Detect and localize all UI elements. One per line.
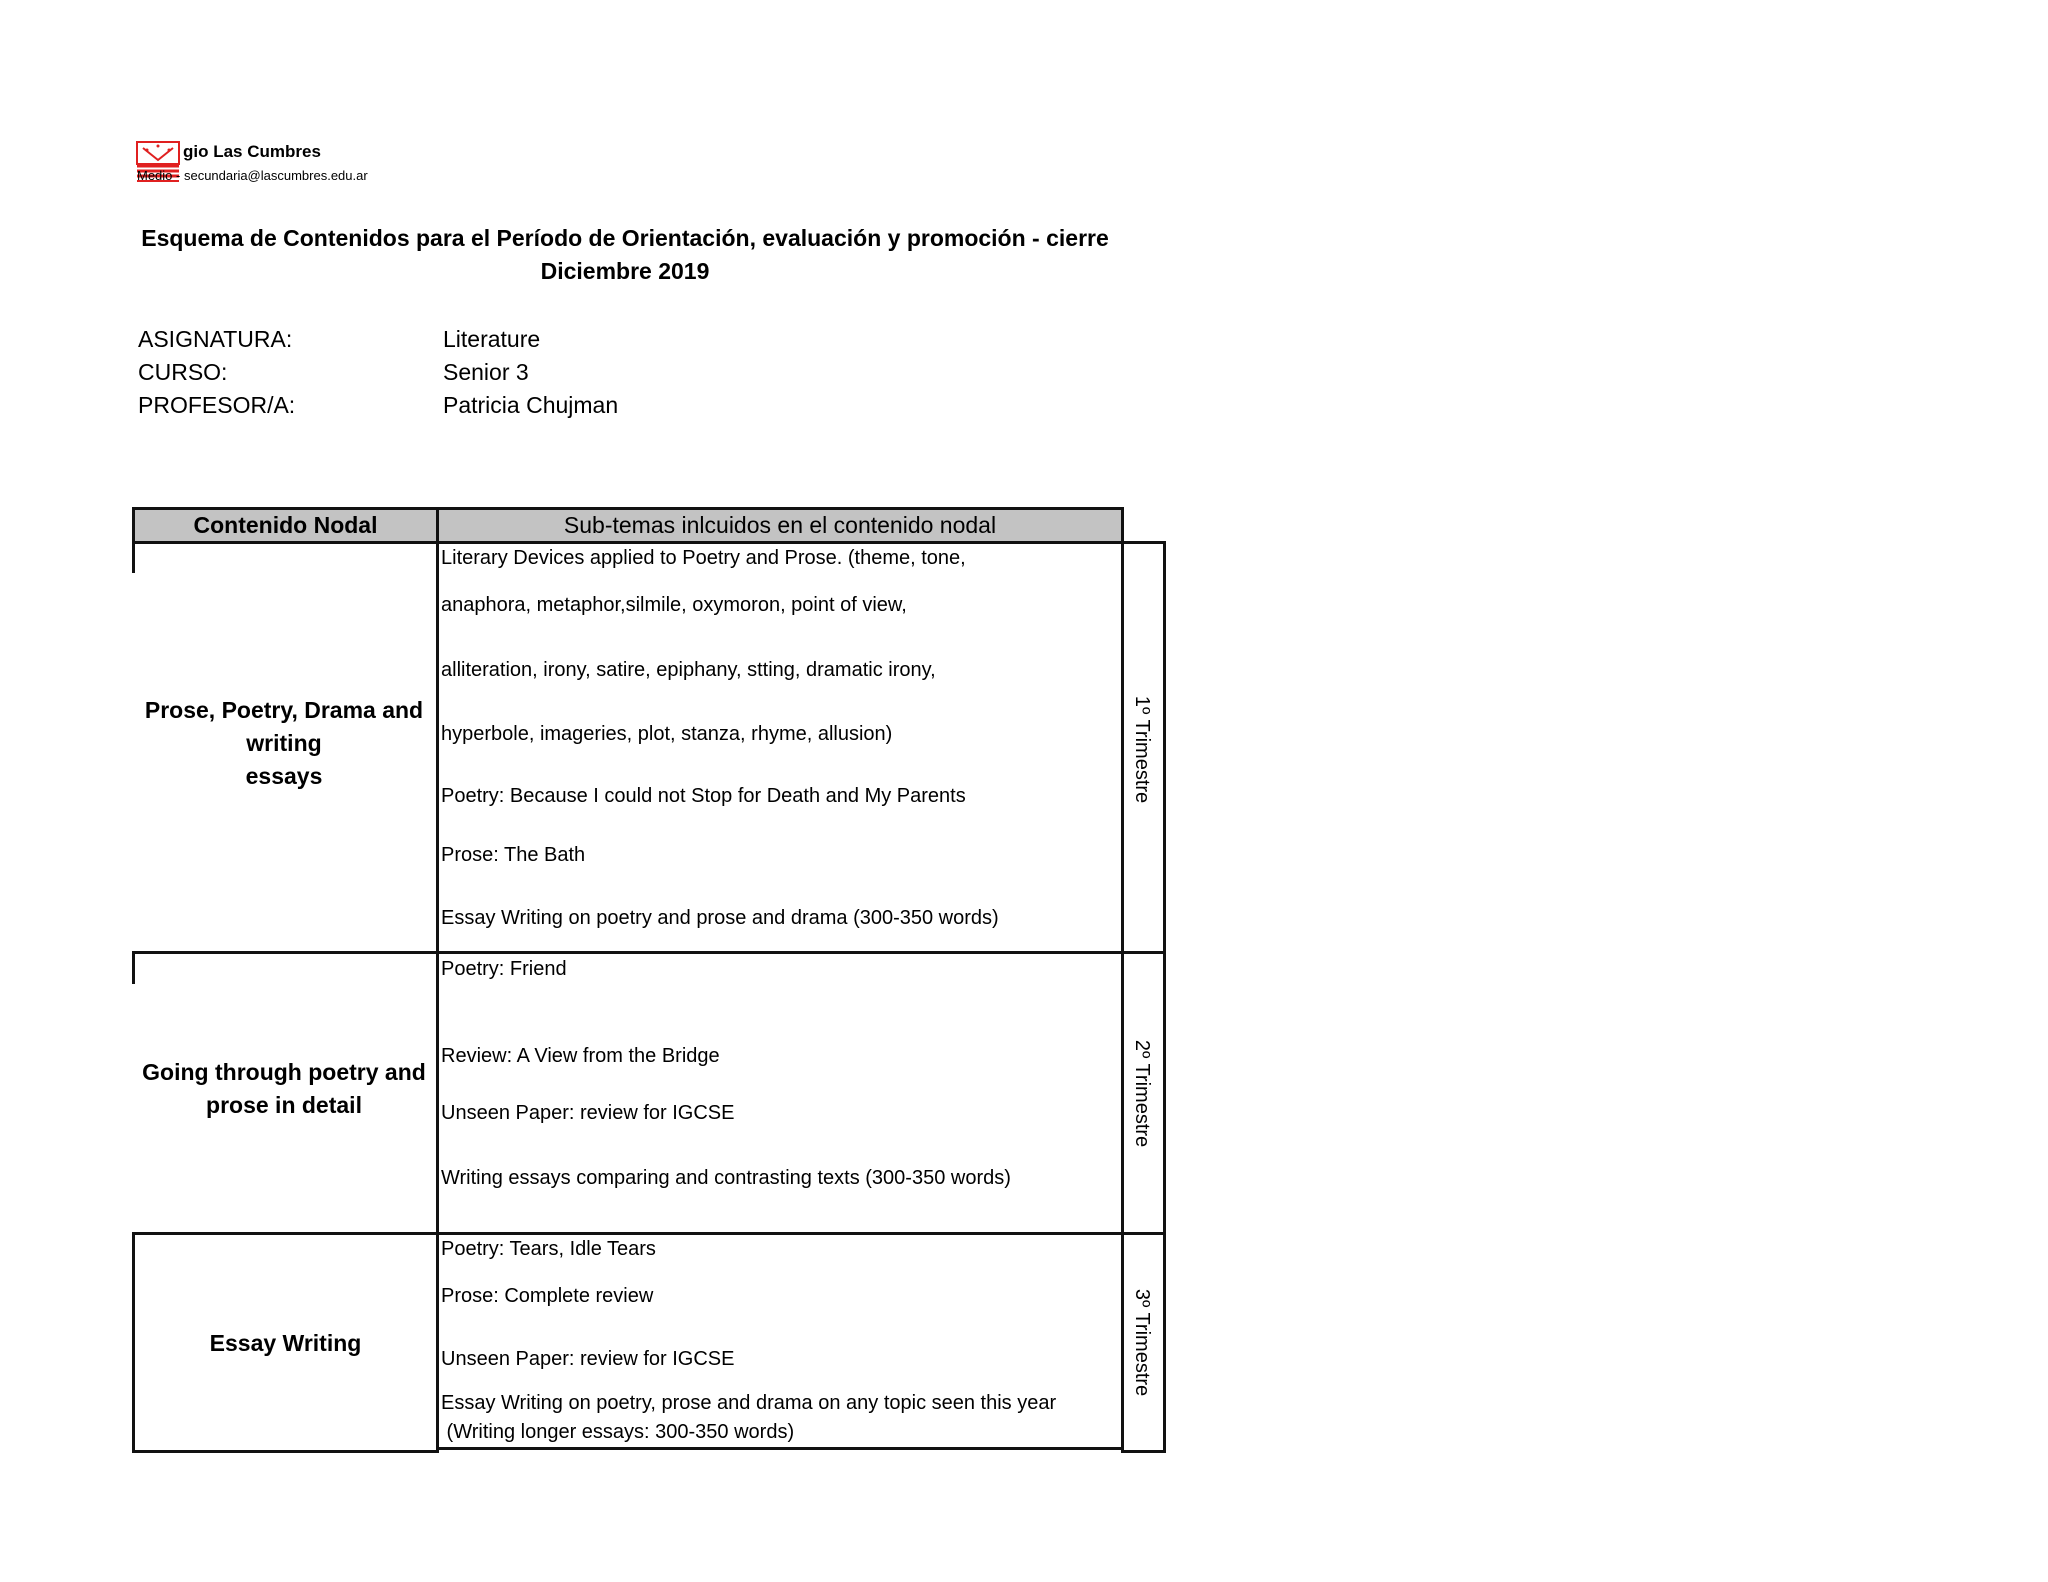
nodal-cell-2	[132, 954, 439, 1233]
nodal-text-3: Essay Writing	[209, 1330, 362, 1356]
subtopic-line: Writing essays comparing and contrasting texts (300-350 words)	[441, 1167, 1011, 1189]
trimestre-cell-3	[1121, 1235, 1166, 1453]
subtopic-line: Essay Writing on poetry, prose and drama on any topic seen this year	[441, 1392, 1057, 1414]
subtopics-cell-2	[436, 954, 1124, 1233]
subtopic-line: alliteration, irony, satire, epiphany, stting, dramatic irony,	[441, 659, 936, 681]
subtopic-line: Unseen Paper: review for IGCSE	[441, 1102, 735, 1124]
subtopic-line: Literary Devices applied to Poetry and Prose. (theme, tone,	[441, 547, 966, 569]
trimestre-label-3: 3º Trimestre	[1131, 1288, 1154, 1397]
trimestre-cell-2	[1121, 954, 1166, 1233]
subtopic-line: Prose: The Bath	[441, 844, 586, 866]
school-name: gio Las Cumbres	[183, 142, 321, 161]
nodal-text-1: Prose, Poetry, Drama and writing essays	[144, 697, 424, 789]
subtopic-line: Poetry: Friend	[441, 958, 567, 980]
header-sub-temas	[436, 507, 1124, 544]
profesor-value: Patricia Chujman	[443, 392, 619, 418]
curso-label: CURSO:	[138, 359, 228, 385]
nodal-cell-1	[132, 541, 439, 954]
subtopic-line: hyperbole, imageries, plot, stanza, rhyme, allusion)	[441, 723, 893, 745]
subtopic-line: anaphora, metaphor,silmile, oxymoron, point of view,	[441, 594, 907, 616]
document-title	[130, 222, 1120, 288]
subtopic-line: Poetry: Because I could not Stop for Death and My Parents	[441, 785, 966, 807]
trimestre-cell-1	[1121, 541, 1166, 954]
curso-value: Senior 3	[443, 359, 529, 385]
row-1-left-tick	[132, 541, 135, 573]
header-contenido-nodal	[132, 507, 439, 544]
school-contact-line: Medio - secundaria@lascumbres.edu.ar	[137, 168, 368, 183]
row-2-left-tick	[132, 954, 135, 984]
subtopics-cell-3	[436, 1235, 1124, 1450]
asignatura-label: ASIGNATURA:	[138, 326, 293, 352]
subtopic-line: Prose: Complete review	[441, 1285, 654, 1307]
document-title-text: Esquema de Contenidos para el Período de Orientación, evaluación y promoción - cierre Diciembre 2019	[141, 225, 1109, 284]
subtopic-line: Review: A View from the Bridge	[441, 1045, 720, 1067]
nodal-text-2: Going through poetry and prose in detail	[142, 1059, 426, 1118]
subtopic-line: Poetry: Tears, Idle Tears	[441, 1238, 656, 1260]
asignatura-value: Literature	[443, 326, 541, 352]
subtopic-line: Unseen Paper: review for IGCSE	[441, 1348, 735, 1370]
subtopics-cell-1	[436, 541, 1124, 954]
subtopic-line: Essay Writing on poetry and prose and drama (300-350 words)	[441, 907, 999, 929]
header-contenido-nodal-label: Contenido Nodal	[193, 512, 378, 538]
nodal-cell-3	[132, 1235, 439, 1453]
trimestre-label-2: 2º Trimestre	[1131, 1039, 1154, 1148]
trimestre-label-1: 1º Trimestre	[1131, 695, 1154, 803]
subtopic-line: (Writing longer essays: 300-350 words)	[441, 1421, 795, 1443]
profesor-label: PROFESOR/A:	[138, 392, 296, 418]
header-sub-temas-label: Sub-temas inlcuidos en el contenido nodal	[563, 512, 997, 538]
